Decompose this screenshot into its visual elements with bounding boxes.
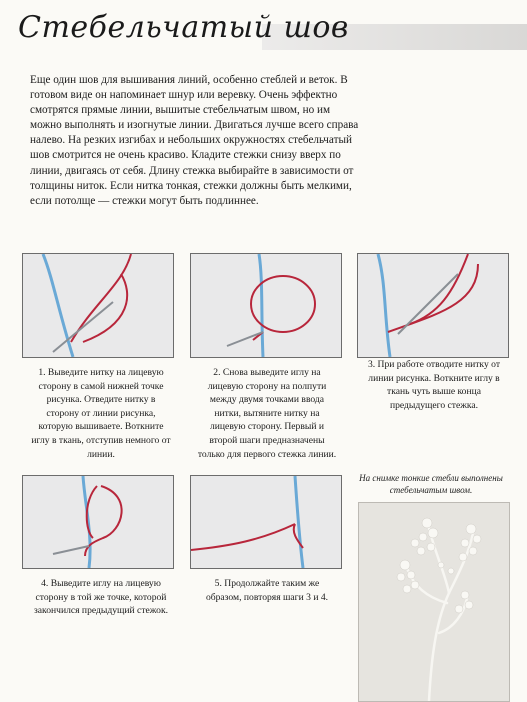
- step-5-caption: 5. Продолжайте таким же образом, повторяя шаги 3 и 4.: [205, 578, 329, 603]
- embroidery-photo: [358, 502, 510, 702]
- photo-caption: На снимке тонкие стебли выполнены стебельчатым швом.: [359, 473, 503, 495]
- step-4-photo: [22, 475, 174, 569]
- step-2-caption: 2. Снова выведите иглу на лицевую сторону на полпути между двумя точками ввода нитки, вытяните нитку на лицевую сторону. Первый и второй шаги предназначены только для первого стежка линии.: [197, 367, 337, 460]
- step-5-photo: [190, 475, 342, 569]
- page-title: Стебельчатый шов: [18, 10, 349, 45]
- step-3-caption: 3. При работе отводите нитку от линии рисунка. Воткните иглу в ткань чуть выше конца предыдущего стежка.: [367, 359, 501, 411]
- step-2-photo: [190, 253, 342, 358]
- intro-text: Еще один шов для вышивания линий, особенно стеблей и веток. В готовом виде он напоминает шнур или веревку. Очень эффектно смотрятся прямые линии, вышитые стебельчатым швом, но им можно выполнять и изогнутые линии. Двигаться лучше всего справа налево. На резких изгибах и небольших окружностях стебельчатый шов смотрится не очень красиво. Кладите стежки снизу вверх по линии, двигаясь от себя. Длину стежка выбирайте в зависимости от толщины ниток. Если нитка тонкая, стежки должны быть мелкими, если потолще — стежки могут быть подлиннее.: [30, 74, 359, 207]
- step-3-photo: [357, 253, 509, 358]
- step-4-caption: 4. Выведите иглу на лицевую сторону в той же точке, которой закончился предыдущий стежок.: [33, 578, 169, 617]
- step-1-caption: 1. Выведите нитку на лицевую сторону в самой нижней точке рисунка. Отведите нитку в сторону от линии рисунка, которую вышиваете. Воткните иглу в ткань, отступив немного от линии.: [31, 367, 171, 460]
- step-1-photo: [22, 253, 174, 358]
